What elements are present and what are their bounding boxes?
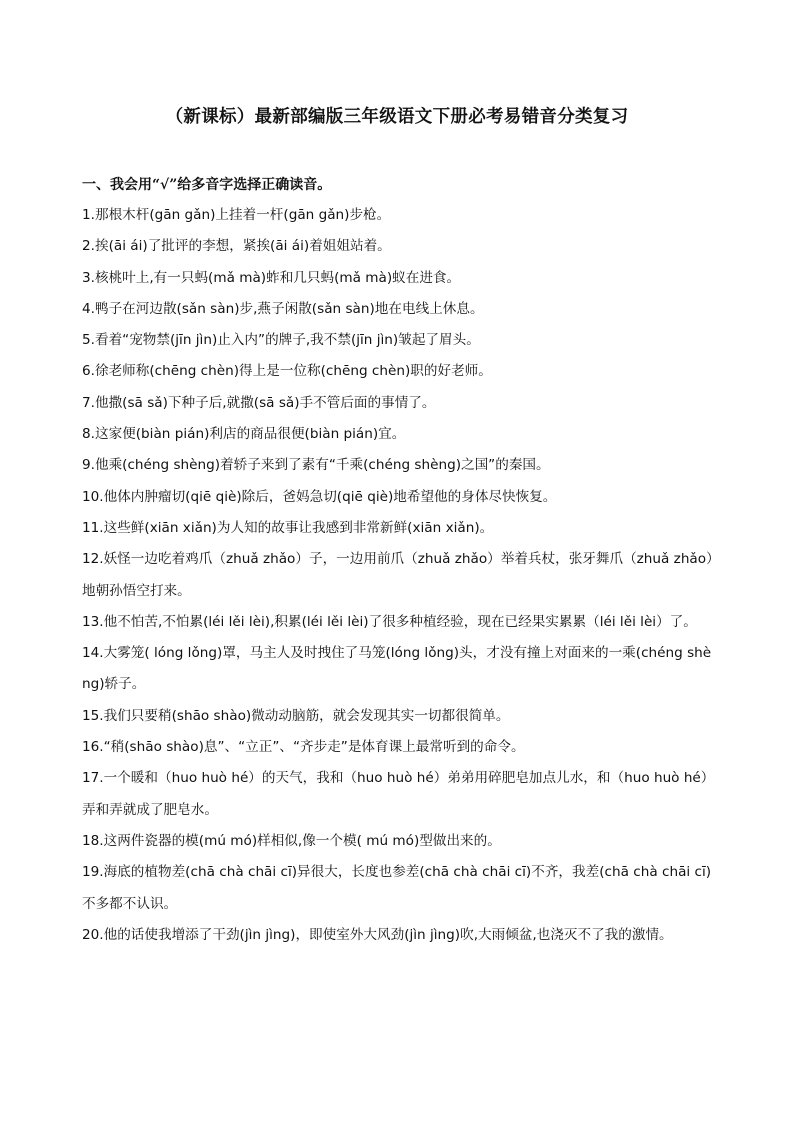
question-item: 11.这些鲜(xiān xiǎn)为人知的故事让我感到非常新鲜(xiān xiǎn)。 <box>82 519 494 536</box>
question-item: 15.我们只要稍(shāo shào)微动动脑筋，就会发现其实一切都很简单。 <box>82 707 510 724</box>
document-title: （新课标）最新部编版三年级语文下册必考易错音分类复习 <box>165 107 629 127</box>
question-item: 4.鸭子在河边散(sǎn sàn)步,燕子闲散(sǎn sàn)地在电线上休息。 <box>82 300 484 317</box>
question-item: 18.这两件瓷器的模(mú mó)样相似,像一个模( mú mó)型做出来的。 <box>82 832 501 849</box>
question-item: 19.海底的植物差(chā chà chāi cī)异很大，长度也参差(chā chà chāi cī)不齐，我差(chā chà chāi cī)不多都不认识。 <box>82 864 712 912</box>
question-item: 6.徐老师称(chēng chèn)得上是一位称(chēng chèn)职的好老师。 <box>82 363 492 380</box>
question-item: 3.核桃叶上,有一只蚂(mǎ mà)蚱和几只蚂(mǎ mà)蚁在进食。 <box>82 269 461 286</box>
question-item: 1.那根木杆(gān gǎn)上挂着一杆(gān gǎn)步枪。 <box>82 207 391 223</box>
question-item: 14.大雾笼( lóng lǒng)罩，马主人及时拽住了马笼(lóng lǒng)头，才没有撞上对面来的一乘(chéng shèng)轿子。 <box>82 645 712 693</box>
question-item: 16.“稍(shāo shào)息”、“立正”、“齐步走”是体育课上最常听到的命令。 <box>82 739 525 756</box>
question-item: 8.这家便(biàn pián)利店的商品很便(biàn pián)宜。 <box>82 426 406 443</box>
question-list <box>82 200 714 951</box>
question-item: 2.挨(āi ái)了批评的李想，紧挨(āi ái)着姐姐站着。 <box>82 238 391 255</box>
question-item: 5.看着“宠物禁(jīn jìn)止入内”的牌子,我不禁(jīn jìn)皱起了眉头。 <box>82 332 480 349</box>
question-item: 20.他的话使我增添了干劲(jìn jìng)，即使室外大风劲(jìn jìng)吹,大雨倾盆,也浇灭不了我的激情。 <box>82 926 673 943</box>
question-item: 9.他乘(chéng shèng)着轿子来到了素有“千乘(chéng shèng)之国”的秦国。 <box>82 457 550 474</box>
question-item: 12.妖怪一边吃着鸡爪（zhuǎ zhǎo）子，一边用前爪（zhuǎ zhǎo）举着兵杖，张牙舞爪（zhuǎ zhǎo）地朝孙悟空打来。 <box>82 551 713 599</box>
question-item: 10.他体内肿瘤切(qiē qiè)除后，爸妈急切(qiē qiè)地希望他的身体尽快恢复。 <box>82 488 557 505</box>
question-item: 17.一个暖和（huo huò hé）的天气，我和（huo huò hé）弟弟用碎肥皂加点儿水，和（huo huò hé）弄和弄就成了肥皂水。 <box>82 770 708 818</box>
question-item: 13.他不怕苦,不怕累(léi lěi lèi),积累(léi lěi lèi)了很多种植经验，现在已经果实累累（léi lěi lèi）了。 <box>82 613 697 630</box>
section-heading: 一、我会用“√”给多音字选择正确读音。 <box>82 177 332 193</box>
question-item: 7.他撒(sā sǎ)下种子后,就撒(sā sǎ)手不管后面的事情了。 <box>82 394 436 411</box>
